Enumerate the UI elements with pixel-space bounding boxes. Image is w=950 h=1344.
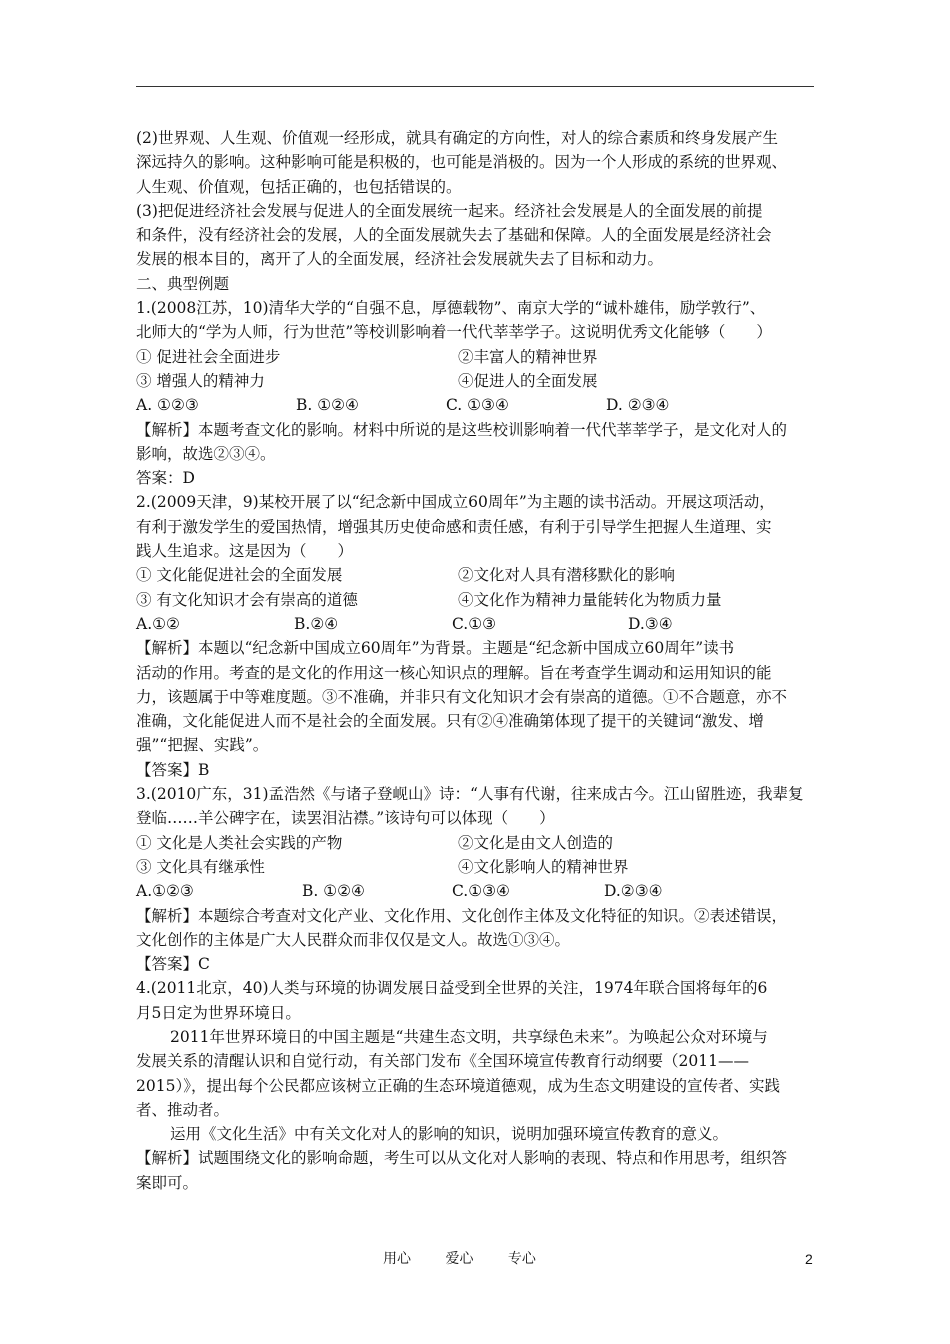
question-2-stem: 有利于激发学生的爱国热情，增强其历史使命感和责任感，有利于引导学生把握人生道理、实 — [136, 517, 772, 536]
q2-choice-c: C.①③ — [452, 614, 497, 633]
q4-material: 发展关系的清醒认识和自觉行动，有关部门发布《全国环境宣传教育行动纲要（2011—— — [136, 1052, 749, 1071]
q1-answer: 答案：D — [136, 469, 195, 488]
q1-option: ②丰富人的精神世界 — [458, 347, 598, 366]
q3-choice-a: A.①②③ — [136, 882, 194, 901]
q2-option: ②文化对人具有潜移默化的影响 — [458, 566, 676, 585]
q2-option: ③ 有文化知识才会有崇高的道德 — [136, 590, 358, 609]
q2-option: ④文化作为精神力量能转化为物质力量 — [458, 590, 722, 609]
q3-option: ②文化是由文人创造的 — [458, 833, 614, 852]
q3-options-row — [136, 855, 816, 879]
q3-analysis: 文化创作的主体是广大人民群众而非仅仅是文人。故选①③④。 — [136, 930, 571, 949]
q3-choices-row — [136, 879, 816, 903]
footer-motto — [383, 1247, 566, 1271]
text-line: (2)世界观、人生观、价值观一经形成，就具有确定的方向性，对人的综合素质和终身发展产生 — [136, 129, 778, 147]
q1-choice-c: C. ①③④ — [446, 396, 509, 415]
q2-choice-d: D.③④ — [628, 614, 673, 633]
text-line: 发展的根本目的，离开了人的全面发展，经济社会发展就失去了目标和动力。 — [136, 250, 664, 269]
text-line: 和条件，没有经济社会的发展，人的全面发展就失去了基础和保障。人的全面发展是经济社会 — [136, 226, 772, 245]
text-line: 人生观、价值观，包括正确的，也包括错误的。 — [136, 177, 462, 196]
question-1-stem: 北师大的“学为人师，行为世范”等校训影响着一代代莘莘学子。这说明优秀文化能够（ ） — [136, 323, 772, 342]
q3-option: ③ 文化具有继承性 — [136, 857, 265, 876]
section-heading: 二、典型例题 — [136, 274, 230, 293]
q2-analysis: 力，该题属于中等难度题。③不准确，并非只有文化知识才会有崇高的道德。①不合题意，亦不 — [136, 687, 788, 706]
question-3-stem: 3.(2010广东，31)孟浩然《与诸子登岘山》诗：“人事有代谢，往来成古今。江山留胜迹，我辈复 — [136, 785, 804, 804]
q3-answer: 【答案】C — [136, 955, 210, 974]
question-2-stem: 践人生追求。这是因为（ ） — [136, 542, 354, 561]
q1-analysis: 影响，故选②③④。 — [136, 444, 276, 463]
footer-motto-word: 专心 — [507, 1251, 536, 1267]
q4-material: 2011年世界环境日的中国主题是“共建生态文明，共享绿色未来”。为唤起公众对环境与 — [170, 1027, 768, 1046]
q2-answer: 【答案】B — [136, 760, 210, 779]
q2-choices-row — [136, 612, 816, 636]
page-footer — [0, 1247, 950, 1271]
q2-analysis: 活动的作用。考查的是文化的作用这一核心知识点的理解。旨在考查学生调动和运用知识的能 — [136, 663, 772, 682]
question-4-stem: 4.(2011北京，40)人类与环境的协调发展日益受到全世界的关注，1974年联合国将每年的6 — [136, 979, 768, 998]
question-2-stem: 2.(2009天津，9)某校开展了以“纪念新中国成立60周年”为主题的读书活动。开展这项活动， — [136, 493, 775, 512]
text-line: (3)把促进经济社会发展与促进人的全面发展统一起来。经济社会发展是人的全面发展的前提 — [136, 201, 763, 220]
q2-analysis: 强”“把握、实践”。 — [136, 736, 269, 755]
document-body — [136, 126, 816, 1195]
footer-motto-word: 用心 — [383, 1251, 411, 1267]
q4-analysis: 【解析】试题围绕文化的影响命题，考生可以从文化对人影响的表现、特点和作用思考，组织答 — [136, 1149, 788, 1168]
q3-options-row — [136, 831, 816, 855]
header-rule — [136, 86, 814, 87]
q3-option: ① 文化是人类社会实践的产物 — [136, 833, 343, 852]
q2-choice-a: A.①② — [136, 614, 180, 633]
q2-analysis: 准确，文化能促进人而不是社会的全面发展。只有②④准确第体现了提干的关键词“激发、增 — [136, 712, 764, 731]
q1-choice-a: A. ①②③ — [136, 396, 199, 415]
q4-analysis: 案即可。 — [136, 1173, 199, 1192]
q3-choice-d: D.②③④ — [604, 882, 663, 901]
q4-material: 者、推动者。 — [136, 1100, 230, 1119]
question-1-stem: 1.(2008江苏，10)清华大学的“自强不息，厚德载物”、南京大学的“诚朴雄伟，励学敦行”、 — [136, 299, 766, 318]
q1-choice-b: B. ①②④ — [296, 396, 359, 415]
q1-choice-d: D. ②③④ — [606, 396, 670, 415]
q2-choice-b: B.②④ — [294, 614, 339, 633]
q1-analysis: 【解析】本题考查文化的影响。材料中所说的是这些校训影响着一代代莘莘学子，是文化对人的 — [136, 420, 788, 439]
text-line: 深远持久的影响。这种影响可能是积极的，也可能是消极的。因为一个人形成的系统的世界观、 — [136, 153, 788, 172]
q1-option: ③ 增强人的精神力 — [136, 371, 265, 390]
q1-choices-row — [136, 393, 816, 417]
q4-material: 2015）》，提出每个公民都应该树立正确的生态环境道德观，成为生态文明建设的宣传者、实践 — [136, 1076, 780, 1095]
q3-analysis: 【解析】本题综合考查对文化产业、文化作用、文化创作主体及文化特征的知识。②表述错误， — [136, 906, 788, 925]
q1-option: ④促进人的全面发展 — [458, 371, 598, 390]
footer-motto-word: 爱心 — [445, 1251, 474, 1267]
q3-option: ④文化影响人的精神世界 — [458, 857, 629, 876]
q1-options-row — [136, 345, 816, 369]
q2-options-row — [136, 588, 816, 612]
q2-analysis: 【解析】本题以“纪念新中国成立60周年”为背景。主题是“纪念新中国成立60周年”读书 — [136, 639, 735, 658]
page-number: 2 — [805, 1251, 813, 1267]
q2-option: ① 文化能促进社会的全面发展 — [136, 566, 343, 585]
q1-options-row — [136, 369, 816, 393]
q3-choice-b: B. ①②④ — [302, 882, 365, 901]
q3-choice-c: C.①③④ — [452, 882, 510, 901]
question-3-stem: 登临……羊公碑字在，读罢泪沾襟。”该诗句可以体现（ ） — [136, 809, 555, 828]
q1-option: ① 促进社会全面进步 — [136, 347, 281, 366]
q4-prompt: 运用《文化生活》中有关文化对人的影响的知识，说明加强环境宣传教育的意义。 — [170, 1125, 729, 1144]
q2-options-row — [136, 563, 816, 587]
question-4-stem: 月5日定为世界环境日。 — [136, 1003, 301, 1022]
